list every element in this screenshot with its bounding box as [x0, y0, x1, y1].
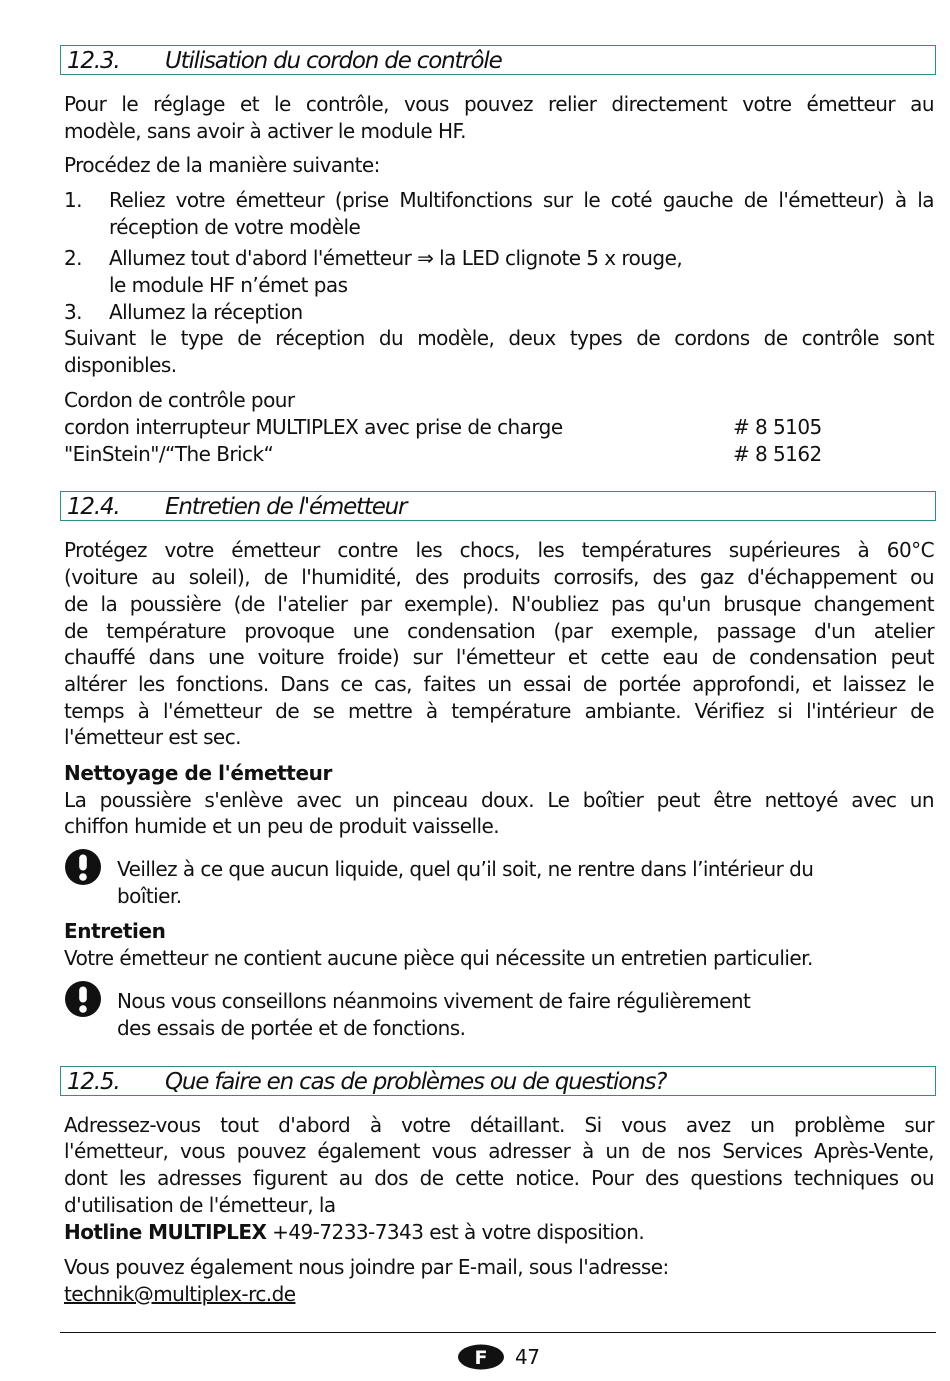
step-text: réception de votre modèle — [109, 215, 361, 239]
paragraph-line: Suivant le type de réception du modèle, deux types de cordons de contrôle sont — [64, 326, 934, 350]
step-text: Reliez votre émetteur (prise Multifonctions sur le coté gauche de l'émetteur) à la — [109, 188, 934, 212]
paragraph-line: Pour le réglage et le contrôle, vous pouvez relier directement votre émetteur au — [64, 92, 934, 116]
paragraph-line: Adressez-vous tout d'abord à votre détaillant. Si vous avez un problème sur — [64, 1113, 934, 1137]
paragraph-line: chiffon humide et un peu de produit vaisselle. — [64, 814, 500, 838]
warning-text: boîtier. — [117, 884, 182, 908]
step-text: Allumez la réception — [109, 300, 303, 324]
step-number: 3. — [64, 300, 82, 324]
paragraph-line: Votre émetteur ne contient aucune pièce qui nécessite un entretien particulier. — [64, 946, 813, 970]
section-title: Entretien de l'émetteur — [165, 494, 407, 520]
section-heading-12-3 — [60, 45, 936, 75]
hotline-label: Hotline MULTIPLEX — [64, 1220, 267, 1244]
section-heading-12-4 — [60, 491, 936, 521]
language-badge-label: F — [474, 1347, 488, 1369]
email-line — [64, 1281, 934, 1308]
step-number: 2. — [64, 246, 82, 270]
paragraph-line: de la poussière (de l'atelier par exemple). N'oubliez pas qu'un brusque changement — [64, 592, 934, 616]
maintenance-heading: Entretien — [64, 919, 166, 943]
paragraph-line: l'émetteur, vous pouvez également vous adresser à un de nos Services Après-Vente, — [64, 1139, 934, 1163]
paragraph-line: chauffé dans une voiture froide) sur l'émetteur et cette eau de condensation peut — [64, 645, 934, 669]
exclamation-circle-icon — [64, 980, 102, 1018]
email-link[interactable]: technik@multiplex-rc.de — [64, 1282, 296, 1306]
paragraph-line: l'émetteur est sec. — [64, 725, 241, 749]
section-number: 12.4. — [67, 494, 120, 520]
hotline-details: +49-7233-7343 est à votre disposition. — [266, 1220, 645, 1244]
cord-label: "EinStein"/“The Brick“ — [64, 442, 274, 466]
cords-intro: Cordon de contrôle pour — [64, 388, 295, 412]
cleaning-heading: Nettoyage de l'émetteur — [64, 761, 332, 785]
paragraph-line: modèle, sans avoir à activer le module HF. — [64, 119, 466, 143]
section-number: 12.3. — [67, 48, 120, 74]
paragraph-line: La poussière s'enlève avec un pinceau doux. Le boîtier peut être nettoyé avec un — [64, 788, 934, 812]
footer-rule — [60, 1332, 936, 1333]
section-heading-12-5 — [60, 1066, 936, 1096]
hotline-line — [64, 1219, 934, 1246]
warning-text: Nous vous conseillons néanmoins vivement de faire régulièrement — [117, 989, 751, 1013]
step-number: 1. — [64, 188, 82, 212]
order-number: # 8 5105 — [733, 415, 822, 439]
section-number: 12.5. — [67, 1069, 120, 1095]
paragraph-line: temps à l'émetteur de se mettre à température ambiante. Vérifiez si l'intérieur de — [64, 699, 934, 723]
page-number: 47 — [515, 1345, 540, 1369]
paragraph-line: Protégez votre émetteur contre les chocs, les températures supérieures à 60°C — [64, 538, 934, 562]
step-text: le module HF n’émet pas — [109, 273, 348, 297]
paragraph-line: dont les adresses figurent au dos de cette notice. Pour des questions techniques ou — [64, 1166, 934, 1190]
exclamation-circle-icon — [64, 848, 102, 886]
warning-text: Veillez à ce que aucun liquide, quel qu’il soit, ne rentre dans l’intérieur du — [117, 857, 814, 881]
language-badge — [457, 1344, 505, 1370]
paragraph-line: (voiture au soleil), de l'humidité, des produits corrosifs, des gaz d'échappement ou — [64, 565, 934, 589]
section-title: Utilisation du cordon de contrôle — [165, 48, 502, 74]
step-text: Allumez tout d'abord l'émetteur ⇒ la LED clignote 5 x rouge, — [109, 246, 683, 270]
cord-label: cordon interrupteur MULTIPLEX avec prise de charge — [64, 415, 563, 439]
procedure-intro: Procédez de la manière suivante: — [64, 153, 380, 177]
section-title: Que faire en cas de problèmes ou de questions? — [165, 1069, 667, 1095]
warning-text: des essais de portée et de fonctions. — [117, 1016, 466, 1040]
paragraph-line: disponibles. — [64, 353, 177, 377]
paragraph-line: altérer les fonctions. Dans ce cas, faites un essai de portée approfondi, et laissez le — [64, 672, 934, 696]
paragraph-line: d'utilisation de l'émetteur, la — [64, 1193, 336, 1217]
email-intro: Vous pouvez également nous joindre par E-mail, sous l'adresse: — [64, 1255, 669, 1279]
order-number: # 8 5162 — [733, 442, 822, 466]
paragraph-line: de température provoque une condensation (par exemple, passage d'un atelier — [64, 619, 934, 643]
